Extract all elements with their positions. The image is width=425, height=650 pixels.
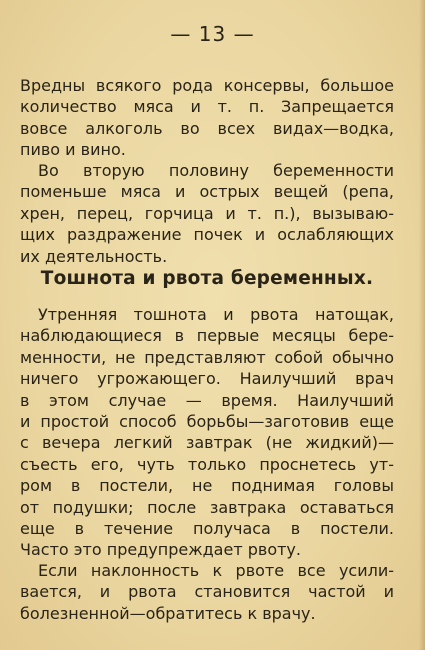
text-line: хрен, перец, горчица и т. п.), вызываю-	[20, 203, 394, 223]
text-line: с вечера легкий завтрак (не жидкий)—	[20, 433, 394, 453]
text-line: их деятельность.	[20, 246, 168, 266]
text-line: вовсе алкоголь во всех видах—водка,	[20, 118, 394, 138]
paragraph-morning-sickness	[20, 304, 394, 561]
text-line: щих раздражение почек и ослабляющих	[20, 225, 394, 245]
text-line: менности, не представляют собой обычно	[20, 347, 394, 367]
page-edge-shadow	[419, 0, 425, 650]
text-line: пиво и вино.	[20, 140, 126, 160]
text-line: съесть его, чуть только проснетесь ут-	[20, 454, 394, 474]
text-line: ром в постели, не поднимая головы	[20, 476, 394, 496]
text-line: поменьше мяса и острых вещей (репа,	[20, 182, 394, 202]
text-line: Часто это предупреждает рвоту.	[20, 540, 301, 560]
text-line: Утренняя тошнота и рвота натощак,	[38, 305, 394, 324]
text-line: наблюдающиеся в первые месяцы бере-	[20, 326, 394, 346]
text-line: Если наклонность к рвоте все усили-	[38, 561, 394, 580]
section-heading: Тошнота и рвота беременных.	[40, 268, 374, 289]
text-line: в этом случае — время. Наилучший	[20, 390, 394, 410]
text-line: и простой способ борьбы—заготовив еще	[20, 411, 394, 431]
text-line: Вредны всякого рода консервы, большое	[20, 76, 394, 95]
text-line: вается, и рвота становится частой и	[20, 582, 394, 602]
paragraph-second-half-pregnancy	[20, 160, 394, 267]
text-line: еще в течение получаса в постели.	[20, 518, 394, 538]
page-number: — 13 —	[170, 22, 255, 46]
text-line: Во вторую половину беременности	[38, 161, 394, 180]
text-line: от подушки; после завтрака оставаться	[20, 497, 394, 517]
text-line: болезненной—обратитесь к врачу.	[20, 603, 316, 623]
text-line: количество мяса и т. п. Запрещается	[20, 97, 394, 117]
paragraph-see-doctor	[20, 560, 394, 624]
paragraph-preserves	[20, 75, 394, 161]
text-line: ничего угрожающего. Наилучший врач	[20, 369, 394, 389]
